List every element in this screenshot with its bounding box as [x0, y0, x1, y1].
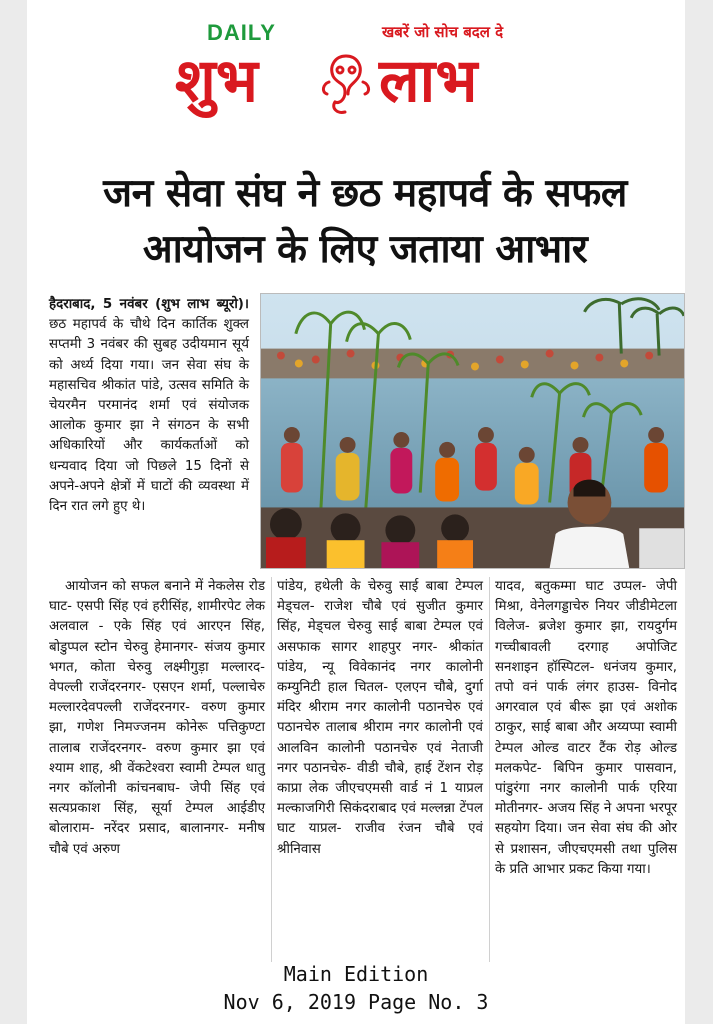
masthead	[27, 0, 685, 150]
column-divider	[271, 577, 272, 962]
article-intro-text: छठ महापर्व के चौथे दिन कार्तिक शुक्ल सप्तमी 3 नवंबर की सुबह उदीयमान सूर्य को अर्ध्य दिया गया। जन सेवा संघ के महासचिव श्रीकांत पांडे, उत्सव समिति के चेयरमैन परमानंद शर्मा एवं संयोजक आलोक कुमार झा ने संगठन के सभी अधिकारियों और कार्यकर्ताओं को धन्यवाद दिया जो पिछले 15 दिनों से अपने-अपने क्षेत्रों में घाटों की व्यवस्था में दिन रात लगे हुए थे।	[49, 317, 249, 515]
date-page-label: Nov 6, 2019 Page No. 3	[223, 990, 489, 1014]
article-column-3-text: यादव, बतुकम्मा घाट उप्पल- जेपी मिश्रा, वेनेलगड्डाचेरु नियर जीडीमेटला विलेज- ब्रजेश कुमार झा, रायदुर्गम गच्चीबावली दरगाह अपोजिट सनशाइन हॉस्पिटल- धनंजय कुमार, तपो वनं पार्क लंगर हाउस- विनोद अगरवाल एवं बीरू झा एवं अशोक ठाकुर, साई बाबा और अय्यप्पा स्वामी टेम्पल ओल्ड वाटर टैंक रोड़ ओल्ड मलकपेट- बिपिन कुमार पासवान, पांडुरंगा नगर कालोनी पार्क एरिया मोतीनगर- अजय सिंह ने अपना भरपूर सहयोग दिया। जन सेवा संघ की ओर से प्रशासन, जीएचएमसी तथा पुलिस के प्रति आभार प्रकट किया गया।	[495, 579, 677, 877]
article-column-1-text: आयोजन को सफल बनाने में नेकलेस रोड घाट- एसपी सिंह एवं हरीसिंह, शामीरपेट लेक अलवाल - एके सिंह एवं आरएन सिंह, बोडुप्पल स्टोन चेरुवु हेमानगर- संजय कुमार भगत, कोता चेरुवु लक्ष्मीगुड़ा मल्लारद-वेपल्ली राजेंदरनगर- एसएन शर्मा, पल्लाचेरु मल्लारदेवपल्ली राजेंदरनगर- वरुण कुमार झा, गणेश निमज्जनम कोनेरू पत्तिकुण्टा तालाब राजेंदरनगर- वरुण कुमार झा एवं श्याम शाह, श्री वेंकटेश्वरा स्वामी टेम्पल धातु नगर कॉलोनी कांचनबाघ- जेपी सिंह एवं सत्यप्रकाश सिंह, सूर्या टेम्पल आईडीए बोलाराम- नरेंदर प्रसाद, बालानगर- मनीष चौबे एवं अरुण	[49, 579, 265, 857]
article-dateline: हैदराबाद, 5 नवंबर (शुभ लाभ ब्यूरो)।	[49, 297, 249, 312]
article-headline	[45, 166, 685, 278]
article-column-2	[277, 577, 483, 860]
masthead-brand-left: शुभ	[175, 46, 258, 116]
article-intro	[49, 295, 249, 517]
ganesha-logo-icon	[315, 48, 377, 118]
headline-line-1: जन सेवा संघ ने छठ महापर्व के सफल	[103, 171, 627, 216]
article-column-2-text: पांडेय, हथेली के चेरुवु साई बाबा टेम्पल मेड्चल- राजेश चौबे एवं सुजीत कुमार सिंह, मेड्चल चेरुवु साई बाबा टेम्पल एवं असफाक सागर शाहपुर नगर- श्रीकांत पांडेय, न्यू विवेकानंद नगर कालोनी कम्युनिटी हाल चितल- एलएन चौबे, दुर्गा मंदिर श्रीराम नगर कालोनी पठानचेरु एवं पठानचेरु तालाब श्रीराम नगर कालोनी एवं आलविन कालोनी पठानचेरु एवं नेताजी नगर पठानचेरु- वीडी चौबे, हाई टेंशन रोड़ काप्रा लेक जीएचएमसी वार्ड नं 1 याप्रल मल्काजगिरी सिकंदराबाद एवं मल्लन्ना टेंपल घाट याप्रल- राजीव रंजन चौबे एवं श्रीनिवास	[277, 579, 483, 857]
masthead-tagline: खबरें जो सोच बदल दे	[382, 23, 504, 41]
headline-line-2: आयोजन के लिए जताया आभार	[142, 227, 588, 272]
article-column-3	[495, 577, 677, 880]
chhath-festival-photo	[260, 293, 685, 569]
article-column-1	[49, 577, 265, 860]
newspaper-clipping	[27, 0, 685, 1024]
masthead-daily-label: DAILY	[207, 20, 276, 45]
masthead-brand-right: लाभ	[379, 46, 478, 116]
column-divider	[489, 577, 490, 962]
edition-label: Main Edition	[283, 962, 429, 986]
